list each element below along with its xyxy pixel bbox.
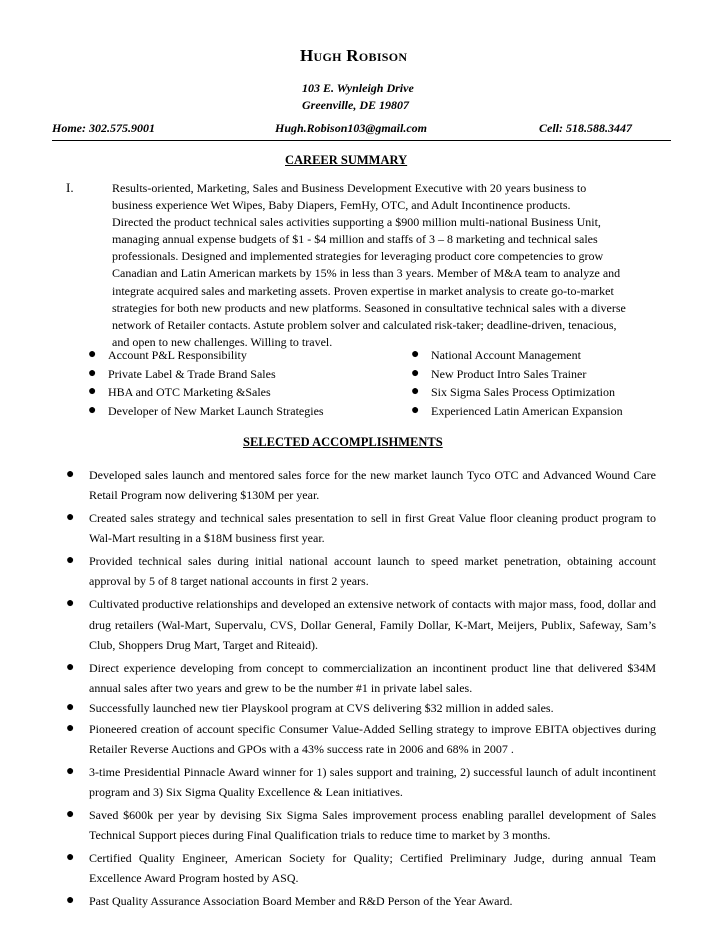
bullet-icon: ● [411,365,420,381]
summary-line: professionals. Designed and implemented strategies for leveraging product core competencies to grow [112,249,604,264]
summary-paragraph [112,180,657,351]
skill-label: Experienced Latin American Expansion [431,403,623,418]
accomplishment-item [62,698,656,718]
skill-item [411,402,623,421]
bullet-icon: ● [88,365,97,381]
bullet-icon: ● [66,720,75,736]
accomplishment-item [62,762,656,803]
summary-line: integrate acquired sales and marketing assets. Proven expertise in market analysis to create go-to-market [112,283,614,298]
bullet-icon: ● [66,659,75,675]
summary-line: Directed the product technical sales activities supporting a $900 million multi-national Business Unit, [112,215,601,230]
bullet-icon: ● [88,384,97,399]
accomplishment-item [62,465,656,506]
accomplishments-list [62,465,656,911]
accomplishment-item [62,719,656,760]
accomplishment-text: Successfully launched new tier Playskool program at CVS delivering $32 million in added sales. [89,701,554,716]
summary-line: strategies for both new products and new platforms. Seasoned in consultative technical sales with a diverse [112,300,626,315]
skill-item [411,365,623,384]
skill-item [411,383,623,402]
bullet-icon: ● [66,806,75,822]
cell-phone: Cell: 518.588.3447 [539,121,632,135]
accomplishment-text: Past Quality Assurance Association Board Member and R&D Person of the Year Award. [89,893,513,908]
bullet-icon: ● [66,763,75,779]
email-address: Hugh.Robison103@gmail.com [275,121,428,135]
skill-item [411,346,623,365]
bullet-icon: ● [66,510,75,526]
accomplishment-text: Provided technical sales during initial national account launch to speed market penetration, obtaining account approval by 5 of 8 target national accounts in first 2 years. [89,554,656,589]
header-divider [52,140,671,141]
bullet-icon: ● [411,384,420,399]
accomplishment-text: 3-time Presidential Pinnacle Award winner for 1) sales support and training, 2) successful launch of adult incontinent program and 3) Six Sigma Quality Excellence & Lean initiatives. [89,764,656,799]
skill-label: Developer of New Market Launch Strategies [108,403,324,418]
skill-label: Six Sigma Sales Process Optimization [431,385,615,399]
accomplishment-text: Developed sales launch and mentored sales force for the new market launch Tyco OTC and Advanced Wound Care Retail Program now delivering $130M per year. [89,468,656,503]
skill-item [88,346,324,365]
home-phone: Home: 302.575.9001 [52,121,155,135]
summary-line: Canadian and Latin American markets by 15% in less than 3 years. Member of M&A team to analyze and [112,266,621,281]
address-block [302,80,414,114]
bullet-icon: ● [66,467,75,482]
skill-label: HBA and OTC Marketing &Sales [108,385,271,399]
bullet-icon: ● [411,402,420,418]
skills-left-list [88,346,324,420]
accomplishment-item [62,508,656,549]
skill-label: Private Label & Trade Brand Sales [108,366,276,381]
accomplishment-text: Pioneered creation of account specific Consumer Value-Added Selling strategy to improve EBITA objectives during Retailer Reverse Auctions and GPOs with a 43% success rate in 2006 and 68% in 2007 . [89,721,656,756]
bullet-icon: ● [66,700,75,716]
address-street: 103 E. Wynleigh Drive [302,81,414,95]
accomplishment-text: Certified Quality Engineer, American Society for Quality; Certified Preliminary Judge, during annual Team Excellence Award Program hosted by ASQ. [89,850,656,886]
summary-line: and open to new challenges. Willing to travel. [112,334,333,349]
skill-item [88,402,324,421]
accomplishment-text: Direct experience developing from concept to commercialization an incontinent product line that delivered $34M annual sales after two years and grew to be the number #1 in private label sales. [89,660,656,695]
accomplishment-item [62,805,656,846]
bullet-icon: ● [66,892,75,908]
section-numeral: I. [66,180,74,195]
accomplishment-item [62,658,656,699]
accomplishment-text: Created sales strategy and technical sales presentation to sell in first Great Value floor cleaning product program to Wal-Mart resulting in a $18M business first year. [89,511,656,546]
skill-item [88,365,324,384]
accomplishment-item [62,891,656,911]
summary-line: business experience Wet Wipes, Baby Diapers, FemHy, OTC, and Adult Incontinence products. [112,198,571,213]
skill-label: Account P&L Responsibility [108,348,247,362]
summary-line: managing annual expense budgets of $1 - $4 million and staffs of 3 – 8 marketing and technical sales [112,232,598,247]
career-summary-heading: CAREER SUMMARY [285,153,408,167]
accomplishment-text: Cultivated productive relationships and developed an extensive network of contacts with major mass, food, dollar and drug retailers (Wal-Mart, Supervalu, CVS, Dollar General, Family Dollar, K-Mart, Meijers, Publix, Safeway, Sam’s Club, Shoppers Drug Mart, Target and Riteaid). [89,597,656,652]
bullet-icon: ● [88,402,97,418]
accomplishment-item [62,594,656,655]
accomplishments-heading: SELECTED ACCOMPLISHMENTS [243,435,443,449]
bullet-icon: ● [66,553,75,569]
summary-line: network of Retailer contacts. Astute problem solver and calculated risk-taker; deadline-driven, tenacious, [112,317,617,332]
accomplishment-item [62,551,656,592]
bullet-icon: ● [411,347,420,362]
accomplishment-item [62,848,656,889]
skill-label: New Product Intro Sales Trainer [431,366,587,381]
summary-line: Results-oriented, Marketing, Sales and Business Development Executive with 20 years business to [112,181,587,195]
skill-item [88,383,324,402]
bullet-icon: ● [66,596,75,612]
skills-right-list [411,346,623,420]
accomplishment-text: Saved $600k per year by devising Six Sigma Sales improvement process enabling parallel development of Sales Technical Support pieces during Final Qualification trials to reduce time to market by 3 months. [89,807,656,843]
bullet-icon: ● [88,347,97,362]
bullet-icon: ● [66,849,75,865]
address-city: Greenville, DE 19807 [302,98,409,112]
skill-label: National Account Management [431,348,581,362]
candidate-name: Hugh Robison [300,46,408,65]
